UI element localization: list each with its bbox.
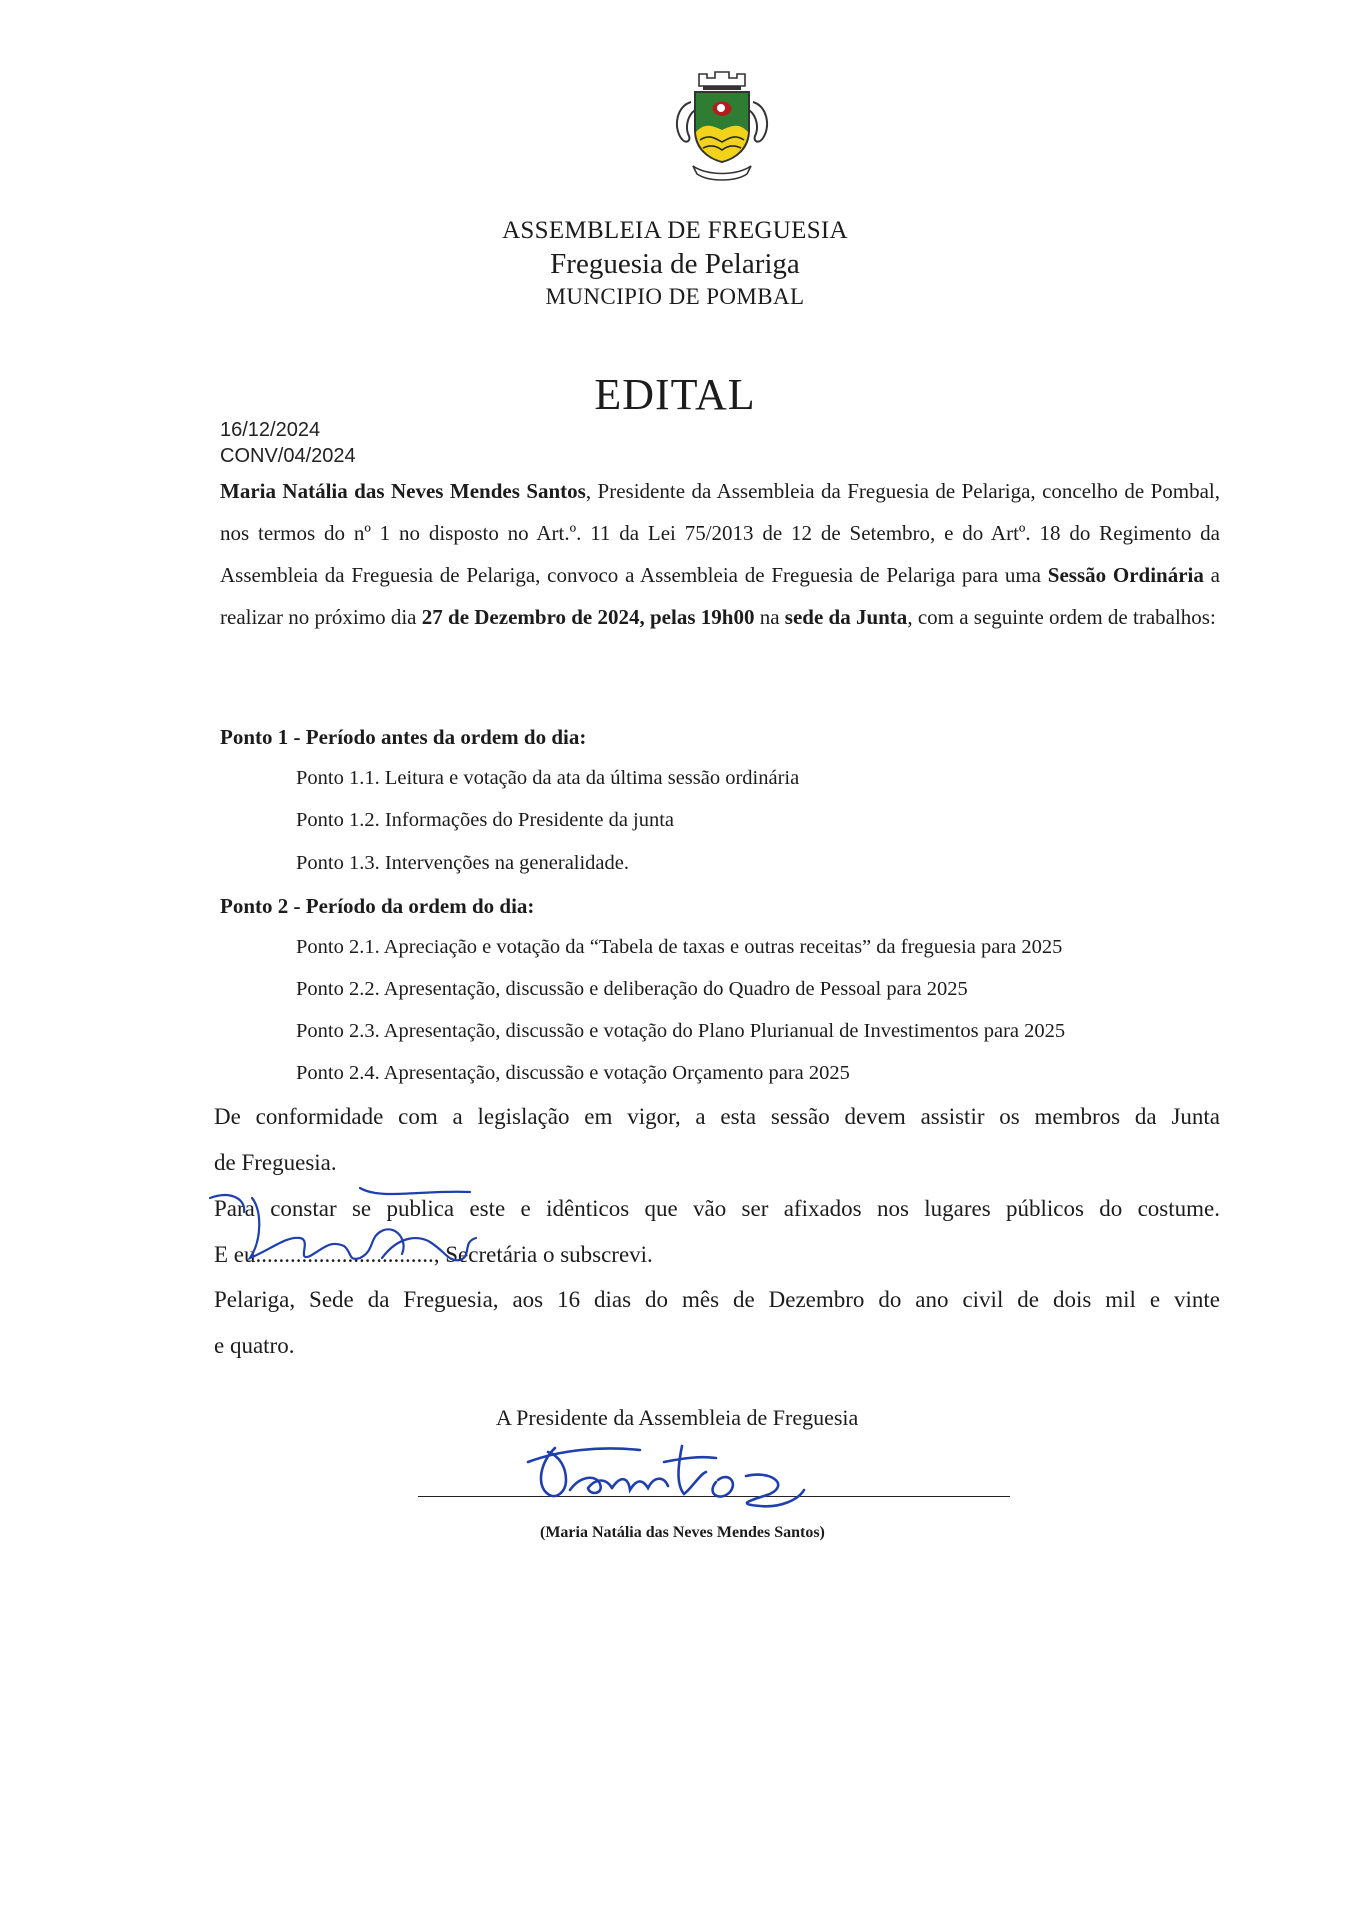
president-name: Maria Natália das Neves Mendes Santos [220, 479, 586, 503]
closing-line: Para constar se publica este e idênticos que vão ser afixados nos lugares públicos do costume. [214, 1196, 1220, 1221]
document-reference: CONV/04/2024 [220, 445, 356, 467]
agenda-item: Ponto 2.4. Apresentação, discussão e votação Orçamento para 2025 [296, 1062, 850, 1084]
session-date: 27 de Dezembro de 2024, pelas 19h00 [421, 605, 755, 629]
closing-line: Pelariga, Sede da Freguesia, aos 16 dias do mês de Dezembro do ano civil de dois mil e vinte [214, 1287, 1220, 1312]
header-parish: Freguesia de Pelariga [550, 248, 800, 280]
document-title: EDITAL [594, 370, 756, 419]
session-type: Sessão Ordinária [1047, 563, 1204, 587]
closing-line: E eu..............................., Secretária o subscrevi. [214, 1242, 653, 1267]
signatory-name: (Maria Natália das Neves Mendes Santos) [540, 1524, 825, 1541]
convocation-paragraph [220, 470, 1220, 638]
agenda-item: Ponto 1.3. Intervenções na generalidade. [296, 852, 630, 874]
agenda-item: Ponto 1.2. Informações do Presidente da junta [296, 809, 675, 831]
agenda-section-title: Ponto 2 - Período da ordem do dia: [220, 894, 535, 918]
document-date: 16/12/2024 [220, 419, 321, 441]
agenda-item: Ponto 2.3. Apresentação, discussão e votação do Plano Plurianual de Investimentos para 2025 [296, 1020, 1066, 1042]
intro-text-3: na [754, 605, 785, 629]
signature-title: A Presidente da Assembleia de Freguesia [496, 1405, 859, 1430]
president-signature-icon [528, 1446, 804, 1506]
agenda-item: Ponto 2.2. Apresentação, discussão e deliberação do Quadro de Pessoal para 2025 [296, 978, 968, 1000]
header-municipality: MUNCIPIO DE POMBAL [545, 284, 805, 309]
agenda-item: Ponto 1.1. Leitura e votação da ata da última sessão ordinária [296, 767, 800, 789]
session-place: sede da Junta [784, 605, 908, 629]
agenda-section-title: Ponto 1 - Período antes da ordem do dia: [220, 725, 587, 749]
header-assembly: ASSEMBLEIA DE FREGUESIA [502, 217, 848, 244]
intro-text-1: , Presidente da Assembleia da Freguesia de Pelariga, concelho de Pombal, nos termos do nº 1 no disposto no Art.º. 11 da Lei 75/2013 de 12 de Setembro, e do Artº. 18 do Regimento da Assembleia da Freguesia de Pelariga, convoco a Assembleia de Freguesia de Pelariga para uma [220, 479, 1220, 587]
intro-text-2: a realizar no próximo dia [220, 563, 1220, 629]
intro-text-4: , com a seguinte ordem de trabalhos: [907, 605, 1216, 629]
closing-line: e quatro. [214, 1333, 295, 1358]
agenda-item: Ponto 2.1. Apreciação e votação da “Tabela de taxas e outras receitas” da freguesia para 2025 [296, 936, 1063, 958]
coat-of-arms-icon [663, 66, 781, 184]
closing-line: De conformidade com a legislação em vigor, a esta sessão devem assistir os membros da Junta [214, 1104, 1220, 1129]
signature-line [418, 1496, 1010, 1497]
closing-line: de Freguesia. [214, 1150, 337, 1175]
